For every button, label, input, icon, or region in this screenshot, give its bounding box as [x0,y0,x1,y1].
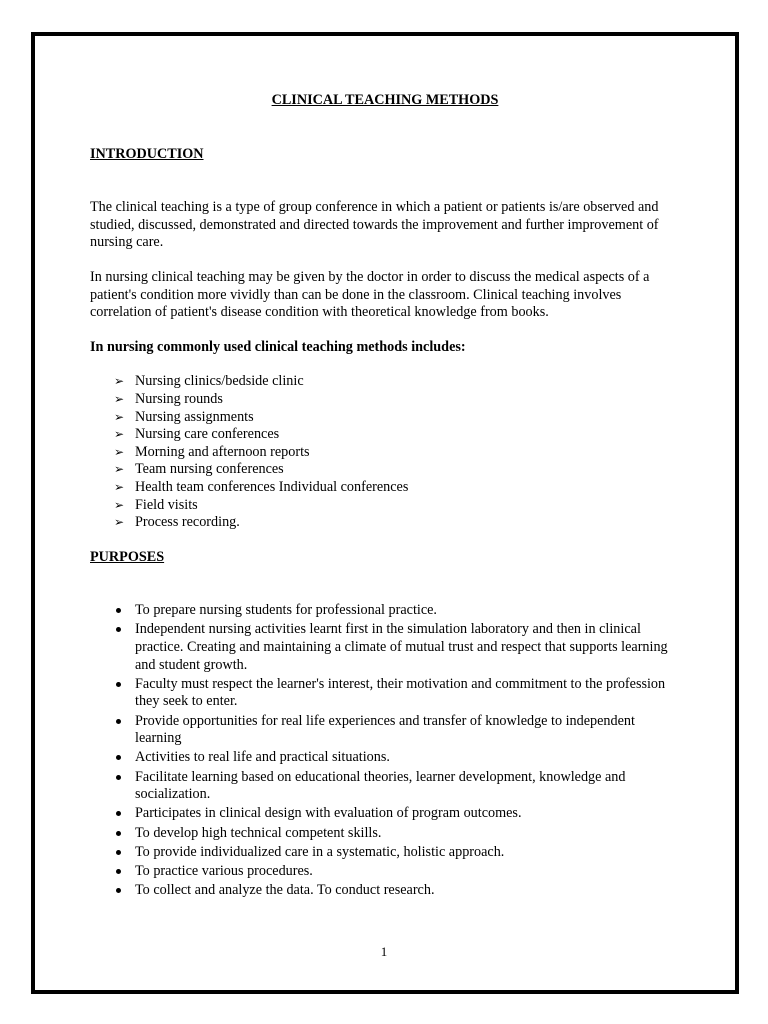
arrowhead-bullet-icon: ➢ [114,391,125,406]
arrowhead-bullet-icon: ➢ [114,515,125,530]
arrowhead-bullet-icon: ➢ [114,374,125,389]
round-bullet-icon [116,811,121,816]
intro-paragraph-1: The clinical teaching is a type of group conference in which a patient or patients is/are observed and studied, discussed, demonstrated and directed towards the improvement and further improvement of nursing care. [90,199,659,251]
list-item: ➢ Morning and afternoon reports [114,443,310,460]
round-bullet-icon [116,888,121,893]
round-bullet-icon [116,850,121,855]
list-item: Activities to real life and practical situations. [114,749,680,767]
arrowhead-bullet-icon: ➢ [114,497,125,512]
list-item: ➢ Nursing clinics/bedside clinic [114,373,304,390]
list-item: ➢ Field visits [114,496,198,513]
round-bullet-icon [116,719,121,724]
list-item: ➢ Nursing rounds [114,390,223,407]
round-bullet-icon [116,869,121,874]
list-item: To prepare nursing students for professional practice. [114,602,680,620]
arrowhead-bullet-icon: ➢ [114,409,125,424]
arrowhead-bullet-icon: ➢ [114,479,125,494]
list-item: To develop high technical competent skills. [114,825,680,843]
round-bullet-icon [116,608,121,613]
list-item: ➢ Process recording. [114,514,240,531]
purposes-list [90,602,680,899]
arrowhead-bullet-icon: ➢ [114,444,125,459]
arrowhead-bullet-icon: ➢ [114,462,125,477]
list-item: To practice various procedures. [114,863,680,881]
round-bullet-icon [116,755,121,760]
methods-lead-text: In nursing commonly used clinical teaching methods includes: [90,338,466,355]
intro-paragraph-2: In nursing clinical teaching may be given by the doctor in order to discuss the medical aspects of a patient's condition more vividly than can be done in the classroom. Clinical teaching involves correlation of patient's disease condition with theoretical knowledge from books. [90,268,650,321]
round-bullet-icon [116,775,121,780]
arrowhead-bullet-icon: ➢ [114,427,125,442]
document-body [90,92,680,901]
round-bullet-icon [116,831,121,836]
list-item: Facilitate learning based on educational theories, learner development, knowledge and socialization. [114,769,680,804]
list-item: ➢ Health team conferences Individual conferences [114,478,409,495]
round-bullet-icon [116,627,121,632]
round-bullet-icon [116,682,121,687]
list-item: To collect and analyze the data. To conduct research. [114,882,680,900]
list-item: ➢ Team nursing conferences [114,461,284,478]
list-item: Participates in clinical design with evaluation of program outcomes. [114,805,680,823]
list-item: Provide opportunities for real life experiences and transfer of knowledge to independent learning [114,713,680,748]
purposes-heading: PURPOSES [90,548,165,565]
page-number: 1 [380,944,388,959]
methods-list [90,373,680,531]
list-item: ➢ Nursing care conferences [114,426,280,443]
page-title: CLINICAL TEACHING METHODS [271,92,499,108]
list-item: ➢ Nursing assignments [114,408,254,425]
list-item: Independent nursing activities learnt first in the simulation laboratory and then in clinical practice. Creating and maintaining a climate of mutual trust and respect that supports learning and student growth. [114,621,680,674]
introduction-heading: INTRODUCTION [90,145,204,162]
list-item: To provide individualized care in a systematic, holistic approach. [114,844,680,862]
list-item: Faculty must respect the learner's interest, their motivation and commitment to the profession they seek to enter. [114,676,680,711]
